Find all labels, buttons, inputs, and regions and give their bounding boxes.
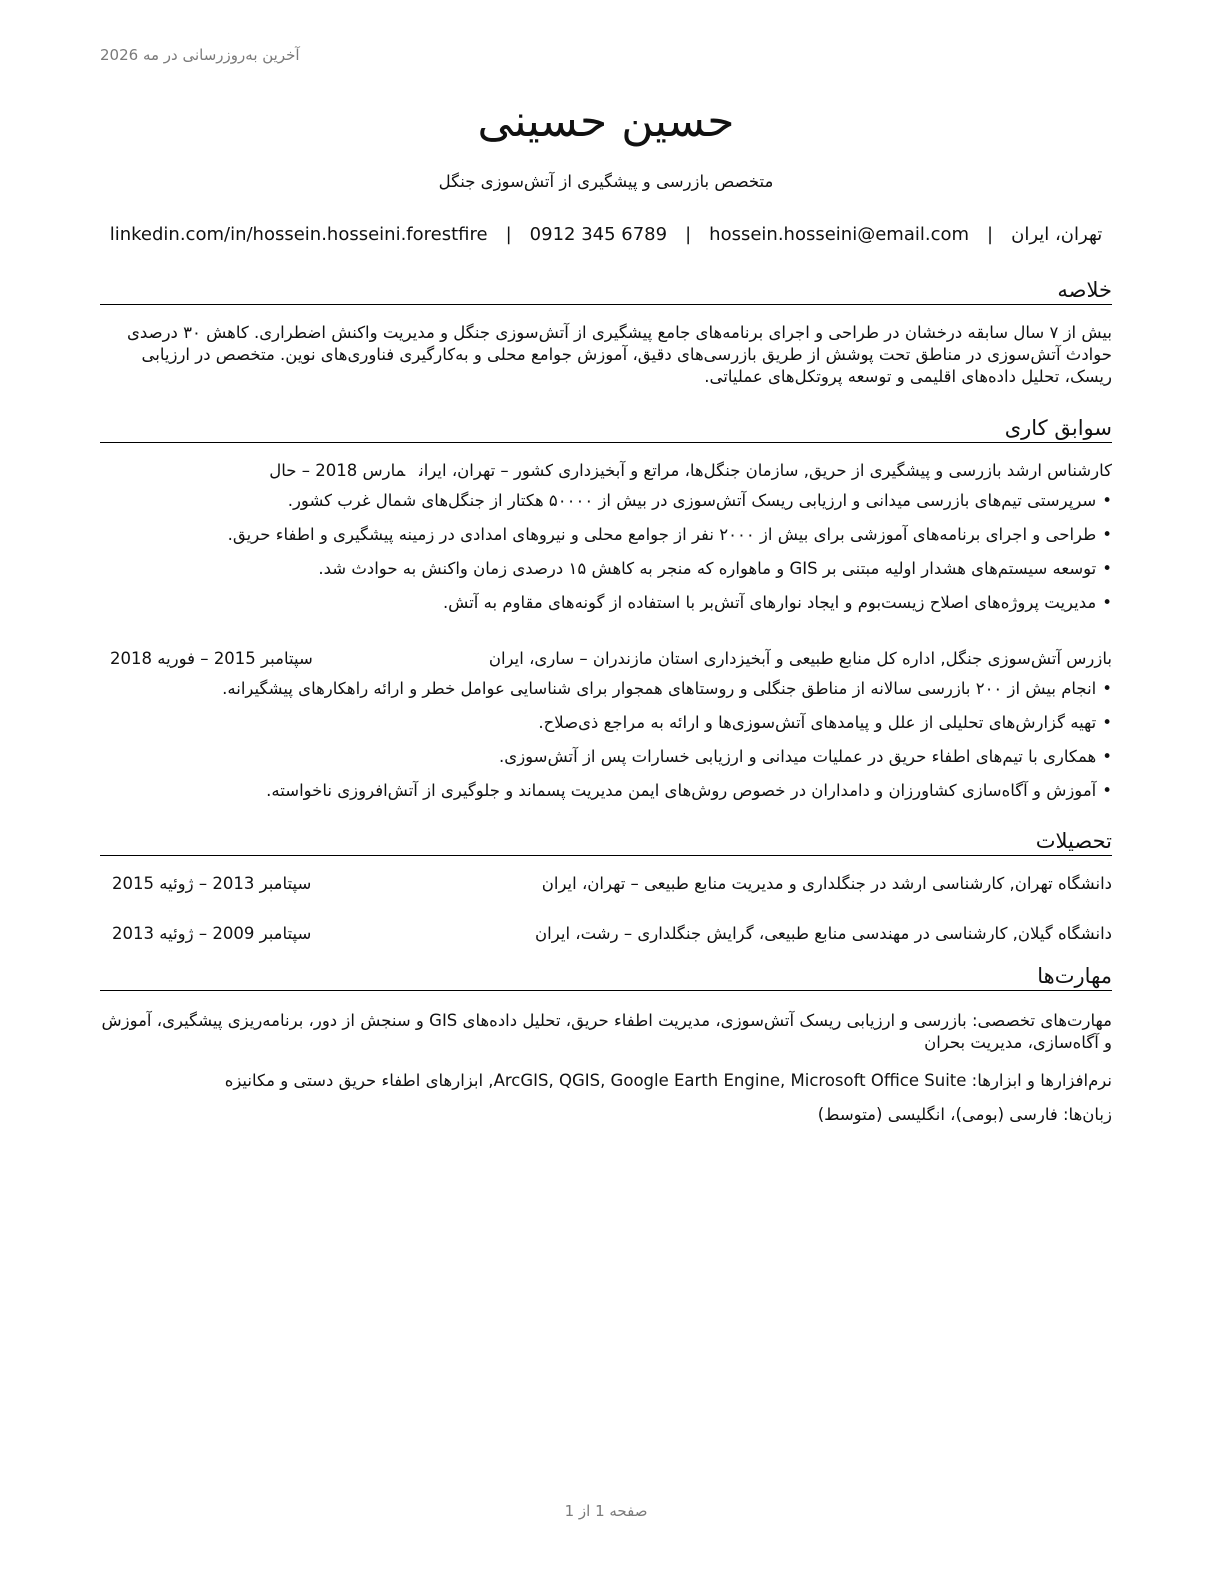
summary-heading: خلاصه <box>100 276 1112 305</box>
list-item: •همکاری با تیم‌های اطفاء حریق در عملیات میدانی و ارزیابی خسارات پس از آتش‌سوزی. <box>499 747 1112 766</box>
skills-software: نرم‌افزارها و ابزارها: ArcGIS, QGIS, Google Earth Engine, Microsoft Office Suite, ابزارهای اطفاء حریق دستی و مکانیزه <box>224 1071 1112 1090</box>
job-header <box>100 460 1112 482</box>
list-item: •سرپرستی تیم‌های بازرسی میدانی و ارزیابی ریسک آتش‌سوزی در بیش از ۵۰۰۰۰ هکتار از جنگل‌های شمال غرب کشور. <box>287 491 1112 510</box>
contact-separator: | <box>685 224 692 245</box>
contact-linkedin[interactable]: linkedin.com/in/hossein.hosseini.forestfire <box>109 224 488 245</box>
contact-email[interactable]: hossein.hosseini@email.com <box>709 224 970 245</box>
contact-separator: | <box>987 224 994 245</box>
candidate-title: متخصص بازرسی و پیشگیری از آتش‌سوزی جنگل <box>438 172 774 191</box>
job-dates: سپتامبر 2015 – فوریه 2018 <box>110 649 313 668</box>
job-bullets <box>100 678 1112 814</box>
list-item: •توسعه سیستم‌های هشدار اولیه مبتنی بر GIS و ماهواره که منجر به کاهش ۱۵ درصدی زمان واکنش به حوادث شد. <box>318 559 1112 578</box>
contact-location: تهران، ایران <box>1011 224 1103 245</box>
education-dates: سپتامبر 2009 – ژوئیه 2013 <box>112 924 312 943</box>
education-line: دانشگاه تهران, کارشناسی ارشد در جنگلداری و مدیریت منابع طبیعی – تهران، ایران <box>541 874 1112 893</box>
contact-separator: | <box>505 224 512 245</box>
list-item: •انجام بیش از ۲۰۰ بازرسی سالانه از مناطق جنگلی و روستاهای همجوار برای شناسایی عوامل خطر و ارائه راهکارهای پیشگیرانه. <box>222 679 1112 698</box>
education-item <box>100 873 1112 895</box>
list-item: •تهیه گزارش‌های تحلیلی از علل و پیامدهای آتش‌سوزی‌ها و ارائه به مراجع ذی‌صلاح. <box>538 713 1112 732</box>
contact-phone: 0912 345 6789 <box>529 224 668 245</box>
education-dates: سپتامبر 2013 – ژوئیه 2015 <box>112 874 312 893</box>
education-line: دانشگاه گیلان, کارشناسی در مهندسی منابع طبیعی، گرایش جنگلداری – رشت، ایران <box>535 924 1112 943</box>
experience-heading: سوابق کاری <box>100 414 1112 443</box>
candidate-name: حسین حسینی <box>477 96 735 147</box>
skills-specialized: مهارت‌های تخصصی: بازرسی و ارزیابی ریسک آتش‌سوزی، مدیریت اطفاء حریق، تحلیل داده‌های GIS و سنجش از دور، برنامه‌ریزی پیشگیری، آموزش و آگاه‌سازی، مدیریت بحران <box>101 1011 1112 1052</box>
skills-heading: مهارت‌ها <box>100 962 1112 991</box>
list-item: •آموزش و آگاه‌سازی کشاورزان و دامداران در خصوص روش‌های ایمن مدیریت پسماند و جلوگیری از آتش‌افروزی ناخواسته. <box>266 781 1112 800</box>
last-updated-note: آخرین به‌روزرسانی در مه 2026 <box>100 46 300 64</box>
summary-text: بیش از ۷ سال سابقه درخشان در طراحی و اجرای برنامه‌های جامع پیشگیری از آتش‌سوزی جنگل و مدیریت واکنش اضطراری. کاهش ۳۰ درصدی حوادث آتش‌سوزی در مناطق تحت پوشش از طریق بازرسی‌های دقیق، آموزش جوامع محلی و به‌کارگیری فناوری‌های نوین. متخصص در ارزیابی ریسک، تحلیل داده‌های اقلیمی و توسعه پروتکل‌های عملیاتی. <box>127 323 1112 386</box>
job-title-company: کارشناس ارشد بازرسی و پیشگیری از حریق, سازمان جنگل‌ها، مراتع و آبخیزداری کشور – تهران، ایران <box>419 461 1112 480</box>
job-dates: مارس 2018 – حال <box>269 461 406 480</box>
education-heading: تحصیلات <box>100 827 1112 856</box>
education-item <box>100 923 1112 945</box>
job-header <box>100 648 1112 670</box>
list-item: •مدیریت پروژه‌های اصلاح زیست‌بوم و ایجاد نوارهای آتش‌بر با استفاده از گونه‌های مقاوم به آتش. <box>442 593 1112 612</box>
job-bullets <box>100 490 1112 626</box>
job-title-company: بازرس آتش‌سوزی جنگل, اداره کل منابع طبیعی و آبخیزداری استان مازندران – ساری، ایران <box>488 649 1112 668</box>
resume-page <box>100 0 1112 1584</box>
skills-languages: زبان‌ها: فارسی (بومی)، انگلیسی (متوسط) <box>817 1105 1112 1124</box>
contact-line <box>100 222 1112 248</box>
page-number: صفحه 1 از 1 <box>564 1502 648 1520</box>
list-item: •طراحی و اجرای برنامه‌های آموزشی برای بیش از ۲۰۰۰ نفر از جوامع محلی و نیروهای امدادی در زمینه پیشگیری و اطفاء حریق. <box>227 525 1112 544</box>
